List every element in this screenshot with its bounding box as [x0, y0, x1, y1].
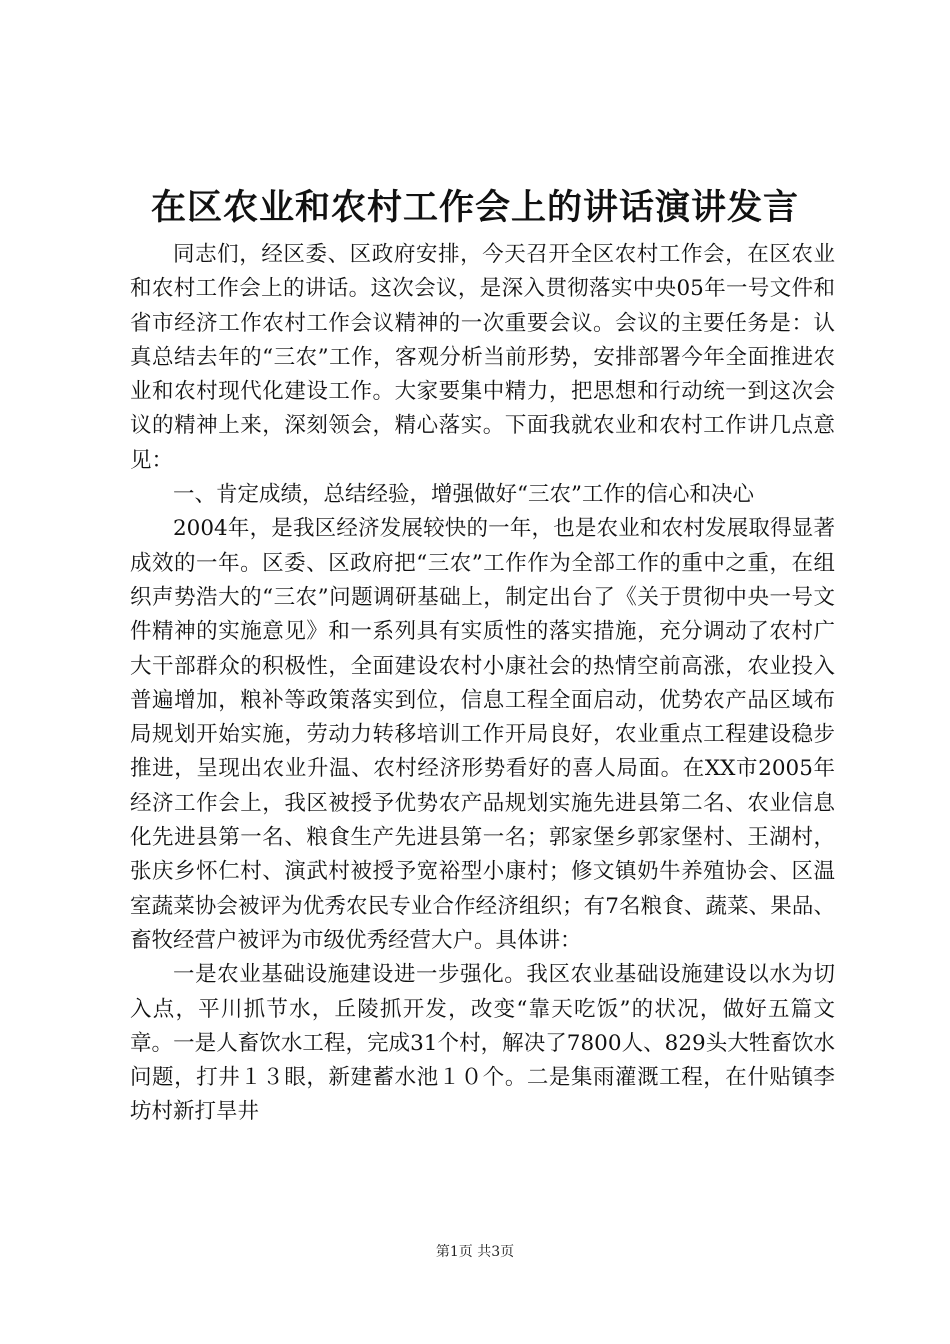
page-footer: 第1页 共3页	[435, 1244, 515, 1260]
paragraph-infrastructure: 一是农业基础设施建设进一步强化。我区农业基础设施建设以水为切入点，平川抓节水，丘陵抓开发，改变“靠天吃饭”的状况，做好五篇文章。一是人畜饮水工程，完成31个村，解决了7800人、829头大牲畜饮水问题，打井１３眼，新建蓄水池１０个。二是集雨灌溉工程，在什贴镇李坊村新打旱井	[130, 962, 835, 1125]
document-title: 在区农业和农村工作会上的讲话演讲发言	[150, 187, 799, 228]
paragraph-2004-summary: 2004年，是我区经济发展较快的一年，也是农业和农村发展取得显著成效的一年。区委、区政府把“三农”工作作为全部工作的重中之重，在组织声势浩大的“三农”问题调研基础上，制定出台了《关于贯彻中央一号文件精神的实施意见》和一系列具有实质性的落实措施，充分调动了农村广大干部群众的积极性，全面建设农村小康社会的热情空前高涨，农业投入普遍增加，粮补等政策落实到位，信息工程全面启动，优势农产品区域布局规划开始实施，劳动力转移培训工作开局良好，农业重点工程建设稳步推进，呈现出农业升温、农村经济形势看好的喜人局面。在XX市2005年经济工作会上，我区被授予优势农产品规划实施先进县第二名、农业信息化先进县第一名、粮食生产先进县第一名；郭家堡乡郭家堡村、王湖村，张庆乡怀仁村、演武村被授予宽裕型小康村；修文镇奶牛养殖协会、区温室蔬菜协会被评为优秀农民专业合作经济组织；有7名粮食、蔬菜、果品、畜牧经营户被评为市级优秀经营大户。具体讲：	[130, 516, 835, 953]
paragraph-opening: 同志们，经区委、区政府安排，今天召开全区农村工作会，在区农业和农村工作会上的讲话。这次会议，是深入贯彻落实中央05年一号文件和省市经济工作农村工作会议精神的一次重要会议。会议的主要任务是：认真总结去年的“三农”工作，客观分析当前形势，安排部署今年全面推进农业和农村现代化建设工作。大家要集中精力，把思想和行动统一到这次会议的精神上来，深刻领会，精心落实。下面我就农业和农村工作讲几点意见：	[130, 242, 835, 473]
section-heading-1: 一、肯定成绩，总结经验，增强做好“三农”工作的信心和决心	[173, 482, 754, 508]
document-body	[130, 238, 835, 1130]
